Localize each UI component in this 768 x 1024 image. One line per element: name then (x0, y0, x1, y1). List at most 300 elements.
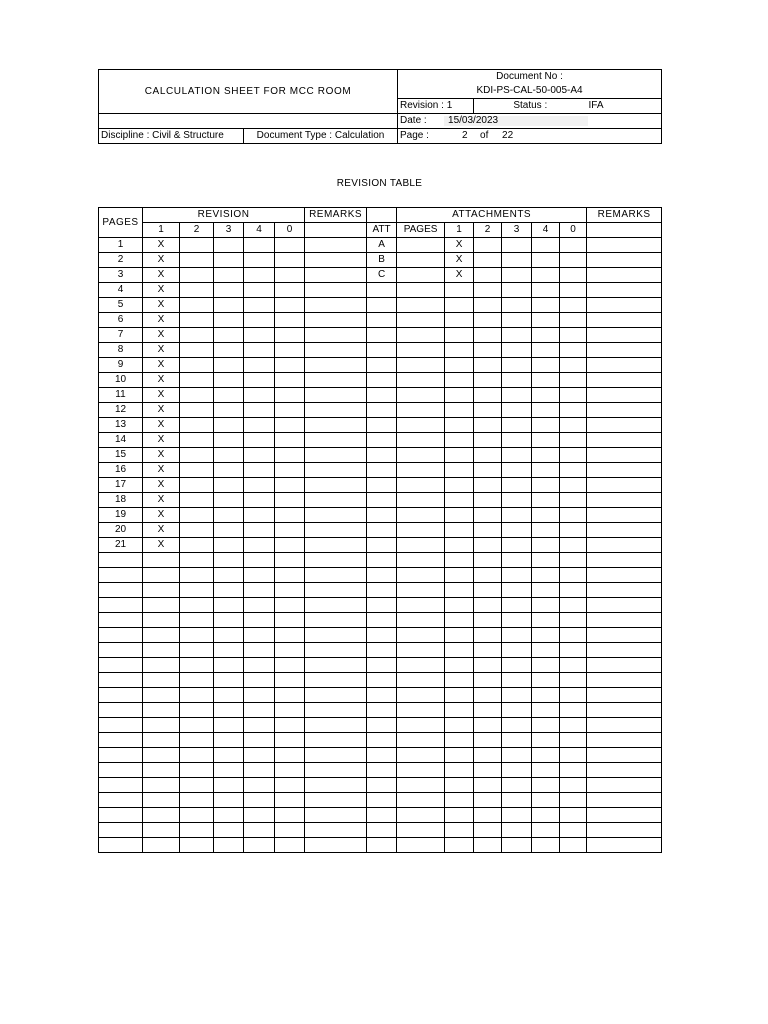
cell-rev1 (143, 733, 180, 748)
cell-att0 (560, 718, 587, 733)
cell-rev0 (275, 358, 305, 373)
cell-att (367, 583, 397, 598)
table-row (99, 238, 662, 253)
cell-rev4 (244, 838, 275, 853)
cell-att4 (532, 403, 560, 418)
cell-att_pages (397, 598, 445, 613)
cell-rev4 (244, 718, 275, 733)
cell-att3 (502, 298, 532, 313)
cell-att1: X (445, 268, 474, 283)
cell-rev0 (275, 283, 305, 298)
cell-att_pages (397, 778, 445, 793)
cell-att2 (474, 418, 502, 433)
rev-col-1: 1 (143, 223, 180, 238)
cell-rev1: X (143, 463, 180, 478)
cell-att_pages (397, 748, 445, 763)
cell-rev2 (180, 538, 214, 553)
cell-remarks2 (587, 388, 662, 403)
cell-remarks2 (587, 493, 662, 508)
cell-att (367, 823, 397, 838)
cell-remarks (305, 613, 367, 628)
cell-att2 (474, 328, 502, 343)
cell-att3 (502, 568, 532, 583)
cell-att0 (560, 418, 587, 433)
cell-att_pages (397, 403, 445, 418)
cell-remarks2 (587, 253, 662, 268)
cell-rev0 (275, 838, 305, 853)
cell-rev0 (275, 313, 305, 328)
cell-att (367, 598, 397, 613)
cell-rev0 (275, 718, 305, 733)
cell-att (367, 703, 397, 718)
cell-att_pages (397, 643, 445, 658)
cell-rev3 (214, 793, 244, 808)
cell-rev2 (180, 328, 214, 343)
cell-rev0 (275, 553, 305, 568)
cell-rev1 (143, 583, 180, 598)
cell-rev4 (244, 463, 275, 478)
cell-att1 (445, 838, 474, 853)
cell-rev1 (143, 688, 180, 703)
cell-att4 (532, 523, 560, 538)
remarks-2-header: REMARKS (587, 208, 662, 223)
cell-rev4 (244, 298, 275, 313)
table-row (99, 598, 662, 613)
cell-rev2 (180, 823, 214, 838)
cell-rev2 (180, 613, 214, 628)
cell-rev3 (214, 268, 244, 283)
cell-rev4 (244, 478, 275, 493)
cell-att1 (445, 523, 474, 538)
cell-page: 19 (99, 508, 143, 523)
cell-att3 (502, 403, 532, 418)
cell-rev4 (244, 748, 275, 763)
cell-rev3 (214, 568, 244, 583)
cell-remarks2 (587, 658, 662, 673)
cell-page: 17 (99, 478, 143, 493)
revision-value: Revision : 1 (398, 99, 474, 114)
of-label: of (480, 130, 489, 141)
cell-att0 (560, 298, 587, 313)
cell-rev3 (214, 253, 244, 268)
cell-rev3 (214, 388, 244, 403)
cell-rev0 (275, 748, 305, 763)
cell-att4 (532, 778, 560, 793)
cell-att4 (532, 238, 560, 253)
cell-att (367, 373, 397, 388)
cell-att3 (502, 823, 532, 838)
cell-att0 (560, 373, 587, 388)
cell-rev0 (275, 493, 305, 508)
cell-page (99, 718, 143, 733)
cell-att (367, 343, 397, 358)
document-header (98, 69, 662, 144)
cell-rev2 (180, 658, 214, 673)
cell-page (99, 748, 143, 763)
cell-rev3 (214, 718, 244, 733)
cell-rev3 (214, 298, 244, 313)
cell-att0 (560, 793, 587, 808)
cell-att_pages (397, 628, 445, 643)
cell-rev2 (180, 433, 214, 448)
cell-rev2 (180, 493, 214, 508)
cell-page: 1 (99, 238, 143, 253)
cell-att (367, 328, 397, 343)
table-row (99, 718, 662, 733)
table-row (99, 418, 662, 433)
rev-col-0: 0 (275, 223, 305, 238)
cell-att (367, 628, 397, 643)
cell-att4 (532, 673, 560, 688)
cell-att2 (474, 748, 502, 763)
cell-rev2 (180, 418, 214, 433)
cell-rev0 (275, 733, 305, 748)
cell-rev1: X (143, 448, 180, 463)
cell-att_pages (397, 358, 445, 373)
cell-rev3 (214, 763, 244, 778)
cell-att3 (502, 418, 532, 433)
cell-att (367, 493, 397, 508)
cell-att1 (445, 373, 474, 388)
cell-att1 (445, 493, 474, 508)
cell-att (367, 643, 397, 658)
cell-page: 5 (99, 298, 143, 313)
cell-rev0 (275, 763, 305, 778)
table-row (99, 283, 662, 298)
cell-page (99, 673, 143, 688)
cell-att_pages (397, 268, 445, 283)
table-row (99, 673, 662, 688)
cell-att2 (474, 553, 502, 568)
cell-att_pages (397, 313, 445, 328)
cell-rev0 (275, 568, 305, 583)
cell-rev2 (180, 553, 214, 568)
cell-att3 (502, 778, 532, 793)
cell-remarks (305, 433, 367, 448)
remarks-header: REMARKS (305, 208, 367, 223)
cell-remarks (305, 748, 367, 763)
cell-att2 (474, 703, 502, 718)
status-label: Status : (474, 99, 587, 114)
total-pages: 22 (502, 130, 514, 141)
cell-rev4 (244, 403, 275, 418)
cell-rev1: X (143, 418, 180, 433)
cell-rev4 (244, 373, 275, 388)
cell-remarks2 (587, 808, 662, 823)
cell-rev2 (180, 568, 214, 583)
cell-att1 (445, 343, 474, 358)
cell-att3 (502, 238, 532, 253)
cell-rev3 (214, 523, 244, 538)
cell-att4 (532, 643, 560, 658)
table-row (99, 268, 662, 283)
cell-page: 14 (99, 433, 143, 448)
cell-att0 (560, 778, 587, 793)
cell-remarks (305, 598, 367, 613)
cell-att2 (474, 598, 502, 613)
cell-rev3 (214, 688, 244, 703)
document-type: Document Type : Calculation (244, 129, 398, 144)
cell-remarks (305, 493, 367, 508)
cell-rev0 (275, 643, 305, 658)
att-col-0: 0 (560, 223, 587, 238)
cell-att_pages (397, 538, 445, 553)
cell-att_pages (397, 733, 445, 748)
cell-rev3 (214, 673, 244, 688)
cell-rev3 (214, 748, 244, 763)
cell-att (367, 673, 397, 688)
cell-att0 (560, 613, 587, 628)
cell-remarks (305, 523, 367, 538)
cell-rev4 (244, 238, 275, 253)
cell-rev1 (143, 643, 180, 658)
cell-rev2 (180, 703, 214, 718)
cell-rev0 (275, 343, 305, 358)
cell-att3 (502, 613, 532, 628)
cell-remarks (305, 253, 367, 268)
cell-rev0 (275, 238, 305, 253)
cell-att_pages (397, 823, 445, 838)
cell-att0 (560, 358, 587, 373)
cell-remarks2 (587, 748, 662, 763)
cell-att: C (367, 268, 397, 283)
attachments-header: ATTACHMENTS (397, 208, 587, 223)
cell-rev3 (214, 508, 244, 523)
cell-att0 (560, 553, 587, 568)
cell-att3 (502, 658, 532, 673)
cell-remarks2 (587, 688, 662, 703)
cell-att_pages (397, 463, 445, 478)
cell-att (367, 763, 397, 778)
cell-remarks2 (587, 358, 662, 373)
cell-rev4 (244, 628, 275, 643)
cell-rev4 (244, 793, 275, 808)
cell-rev3 (214, 493, 244, 508)
cell-att2 (474, 313, 502, 328)
document-number-label: Document No : (398, 70, 662, 85)
cell-att4 (532, 733, 560, 748)
cell-att_pages (397, 553, 445, 568)
cell-rev1 (143, 838, 180, 853)
cell-att2 (474, 643, 502, 658)
cell-rev1: X (143, 508, 180, 523)
table-row (99, 838, 662, 853)
cell-rev1 (143, 748, 180, 763)
cell-rev1 (143, 673, 180, 688)
cell-att1 (445, 553, 474, 568)
cell-remarks (305, 283, 367, 298)
cell-rev0 (275, 403, 305, 418)
att-pages-header: PAGES (397, 223, 445, 238)
cell-page: 10 (99, 373, 143, 388)
cell-att_pages (397, 493, 445, 508)
cell-att1 (445, 403, 474, 418)
cell-att4 (532, 253, 560, 268)
table-row (99, 628, 662, 643)
cell-att2 (474, 433, 502, 448)
cell-att_pages (397, 253, 445, 268)
cell-att2 (474, 793, 502, 808)
cell-rev1 (143, 763, 180, 778)
cell-rev4 (244, 328, 275, 343)
cell-att1 (445, 643, 474, 658)
cell-rev2 (180, 268, 214, 283)
revision-header: REVISION (143, 208, 305, 223)
cell-att1 (445, 613, 474, 628)
cell-att2 (474, 493, 502, 508)
cell-att3 (502, 523, 532, 538)
cell-remarks2 (587, 268, 662, 283)
cell-att_pages (397, 658, 445, 673)
cell-att2 (474, 373, 502, 388)
cell-att4 (532, 448, 560, 463)
cell-page: 2 (99, 253, 143, 268)
cell-att_pages (397, 838, 445, 853)
cell-remarks (305, 658, 367, 673)
cell-att1 (445, 283, 474, 298)
cell-att2 (474, 298, 502, 313)
cell-rev2 (180, 508, 214, 523)
cell-remarks (305, 793, 367, 808)
cell-att4 (532, 748, 560, 763)
cell-att2 (474, 283, 502, 298)
cell-rev3 (214, 463, 244, 478)
cell-att (367, 358, 397, 373)
cell-page (99, 808, 143, 823)
cell-rev4 (244, 283, 275, 298)
cell-rev4 (244, 493, 275, 508)
cell-rev0 (275, 793, 305, 808)
cell-att (367, 313, 397, 328)
cell-rev0 (275, 808, 305, 823)
cell-page (99, 568, 143, 583)
table-row (99, 358, 662, 373)
discipline: Discipline : Civil & Structure (99, 129, 244, 144)
cell-remarks (305, 538, 367, 553)
cell-att0 (560, 643, 587, 658)
cell-att1 (445, 598, 474, 613)
cell-att4 (532, 763, 560, 778)
cell-att1 (445, 463, 474, 478)
cell-rev1: X (143, 538, 180, 553)
cell-att2 (474, 568, 502, 583)
cell-rev0 (275, 373, 305, 388)
cell-remarks (305, 388, 367, 403)
cell-rev1 (143, 598, 180, 613)
cell-rev2 (180, 283, 214, 298)
cell-att0 (560, 448, 587, 463)
cell-att2 (474, 268, 502, 283)
cell-att0 (560, 328, 587, 343)
cell-rev4 (244, 358, 275, 373)
cell-rev2 (180, 748, 214, 763)
cell-att4 (532, 343, 560, 358)
cell-att0 (560, 808, 587, 823)
table-row (99, 493, 662, 508)
cell-remarks (305, 313, 367, 328)
cell-att3 (502, 373, 532, 388)
cell-att3 (502, 268, 532, 283)
cell-remarks (305, 688, 367, 703)
cell-att0 (560, 493, 587, 508)
cell-rev2 (180, 343, 214, 358)
cell-rev1: X (143, 373, 180, 388)
cell-att2 (474, 763, 502, 778)
cell-att4 (532, 298, 560, 313)
cell-att3 (502, 358, 532, 373)
cell-rev4 (244, 538, 275, 553)
cell-att: B (367, 253, 397, 268)
cell-page: 6 (99, 313, 143, 328)
cell-rev2 (180, 358, 214, 373)
cell-att3 (502, 493, 532, 508)
cell-rev3 (214, 538, 244, 553)
cell-att_pages (397, 418, 445, 433)
cell-rev0 (275, 823, 305, 838)
cell-rev4 (244, 643, 275, 658)
cell-rev1 (143, 658, 180, 673)
page-cell (398, 129, 662, 144)
cell-att0 (560, 268, 587, 283)
cell-remarks2 (587, 613, 662, 628)
cell-rev3 (214, 628, 244, 643)
cell-att3 (502, 328, 532, 343)
cell-page: 4 (99, 283, 143, 298)
cell-remarks2 (587, 553, 662, 568)
table-row (99, 553, 662, 568)
cell-att2 (474, 778, 502, 793)
cell-att_pages (397, 793, 445, 808)
cell-rev1 (143, 778, 180, 793)
cell-rev0 (275, 508, 305, 523)
cell-rev2 (180, 253, 214, 268)
cell-remarks2 (587, 238, 662, 253)
page-label: Page : (400, 130, 429, 141)
cell-page (99, 598, 143, 613)
cell-rev0 (275, 628, 305, 643)
cell-rev4 (244, 568, 275, 583)
cell-att2 (474, 238, 502, 253)
cell-rev0 (275, 778, 305, 793)
cell-remarks (305, 508, 367, 523)
cell-rev0 (275, 433, 305, 448)
table-row (99, 658, 662, 673)
cell-att0 (560, 403, 587, 418)
cell-att1 (445, 388, 474, 403)
cell-att3 (502, 433, 532, 448)
cell-att2 (474, 718, 502, 733)
cell-att3 (502, 763, 532, 778)
cell-rev1: X (143, 238, 180, 253)
cell-att1 (445, 583, 474, 598)
cell-att4 (532, 658, 560, 673)
cell-rev2 (180, 763, 214, 778)
cell-att3 (502, 583, 532, 598)
cell-att (367, 733, 397, 748)
cell-att3 (502, 703, 532, 718)
cell-att4 (532, 463, 560, 478)
cell-rev2 (180, 838, 214, 853)
cell-att4 (532, 478, 560, 493)
table-row (99, 448, 662, 463)
cell-att1 (445, 673, 474, 688)
table-row (99, 703, 662, 718)
cell-page (99, 583, 143, 598)
cell-rev3 (214, 418, 244, 433)
cell-rev3 (214, 733, 244, 748)
cell-rev4 (244, 508, 275, 523)
cell-att4 (532, 823, 560, 838)
